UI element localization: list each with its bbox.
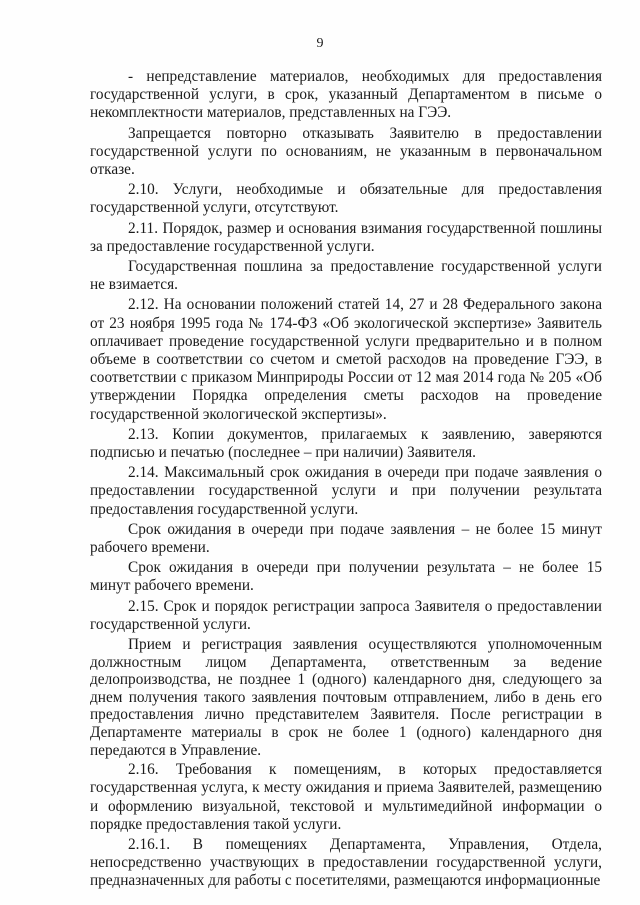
paragraph: 2.16.1. В помещениях Департамента, Управления, Отдела, непосредственно участвующих в предоставлении государственной услуги, предназначенных для работы с посетителями, размещаются информационные bbox=[90, 836, 602, 890]
paragraph: 2.12. На основании положений статей 14, 27 и 28 Федерального закона от 23 ноября 1995 года № 174-ФЗ «Об экологической экспертизе» Заявитель оплачивает проведение государственной услуги предварительно и в полном объеме в соответствии со счетом и сметой расходов на проведение ГЭЭ, в соответствии с приказом Минприроды России от 12 мая 2014 года № 205 «Об утверждении Порядка определения сметы расходов на проведение государственной экологической экспертизы». bbox=[90, 296, 602, 423]
paragraph: 2.11. Порядок, размер и основания взимания государственной пошлины за предоставление государственной услуги. bbox=[90, 219, 602, 255]
paragraph: Запрещается повторно отказывать Заявителю в предоставлении государственной услуги по основаниям, не указанным в первоначальном отказе. bbox=[90, 124, 602, 179]
paragraph: 2.15. Срок и порядок регистрации запроса Заявителя о предоставлении государственной услуги. bbox=[90, 597, 602, 633]
paragraph: 2.14. Максимальный срок ожидания в очереди при подаче заявления о предоставлении государственной услуги и при получении результата предоставления государственной услуги. bbox=[90, 464, 602, 518]
paragraph: Срок ожидания в очереди при подаче заявления – не более 15 минут рабочего времени. bbox=[90, 520, 602, 557]
paragraph: 2.10. Услуги, необходимые и обязательные для предоставления государственной услуги, отсутствуют. bbox=[90, 181, 602, 217]
paragraph: Прием и регистрация заявления осуществляются уполномоченным должностным лицом Департамента, ответственным за ведение делопроизводства, не позднее 1 (одного) календарного дня, следующего за днем получения такого заявления почтовым отправлением, либо в день его предоставления лично представителем Заявителя. После регистрации в Департаменте материалы в срок не более 1 (одного) календарного дня передаются в Управление. bbox=[90, 636, 602, 759]
document-body bbox=[90, 68, 602, 893]
paragraph: Срок ожидания в очереди при получении результата – не более 15 минут рабочего времени. bbox=[90, 559, 602, 595]
paragraph: 2.13. Копии документов, прилагаемых к заявлению, заверяются подписью и печатью (последнее – при наличии) Заявителя. bbox=[90, 425, 602, 462]
paragraph: Государственная пошлина за предоставление государственной услуги не взимается. bbox=[90, 258, 602, 294]
paragraph: 2.16. Требования к помещениям, в которых предоставляется государственная услуга, к месту ожидания и приема Заявителей, размещению и оформлению визуальной, текстовой и мультимедийной информации о порядке предоставления такой услуги. bbox=[90, 761, 602, 833]
paragraph: - непредставление материалов, необходимых для предоставления государственной услуги, в срок, указанный Департаментом в письме о некомплектности материалов, представленных на ГЭЭ. bbox=[90, 68, 602, 122]
page-number: 9 bbox=[316, 36, 324, 51]
